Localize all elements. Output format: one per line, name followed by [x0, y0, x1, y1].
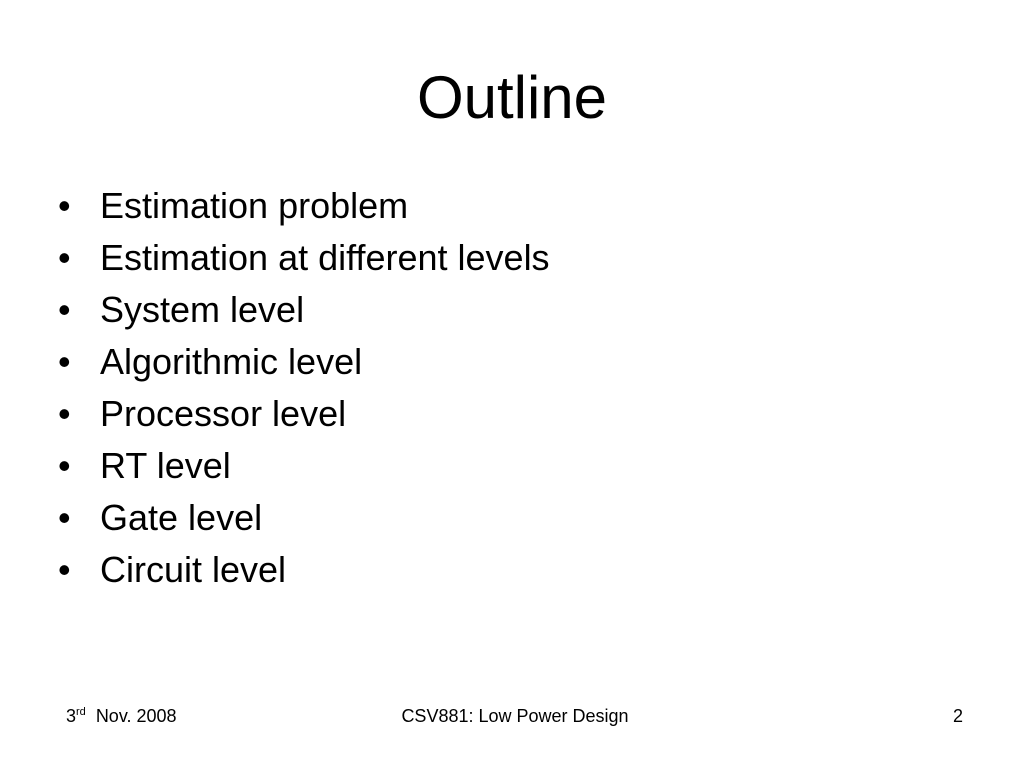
- bullet-icon: •: [58, 289, 71, 330]
- bullet-icon: •: [58, 237, 71, 278]
- bullet-icon: •: [58, 341, 71, 382]
- footer-page-number: 2: [952, 706, 963, 726]
- bullet-text: Estimation problem: [100, 185, 409, 226]
- bullet-text: Processor level: [100, 393, 347, 434]
- bullet-text: Gate level: [100, 497, 263, 538]
- bullet-text: Algorithmic level: [100, 341, 363, 382]
- slide-title: Outline: [416, 64, 608, 131]
- bullet-text: Estimation at different levels: [100, 237, 550, 278]
- bullet-icon: •: [58, 445, 71, 486]
- bullet-icon: •: [58, 549, 71, 590]
- bullet-icon: •: [58, 393, 71, 434]
- bullet-icon: •: [58, 497, 71, 538]
- footer-date-suffix: rd: [76, 706, 86, 718]
- bullet-text: Circuit level: [100, 549, 287, 590]
- footer-date-rest: Nov. 2008: [95, 706, 177, 726]
- bullet-text: RT level: [100, 445, 231, 486]
- footer-date-day: 3: [66, 706, 77, 726]
- bullet-text: System level: [100, 289, 305, 330]
- bullet-icon: •: [58, 185, 71, 226]
- footer-course-title: CSV881: Low Power Design: [401, 706, 629, 726]
